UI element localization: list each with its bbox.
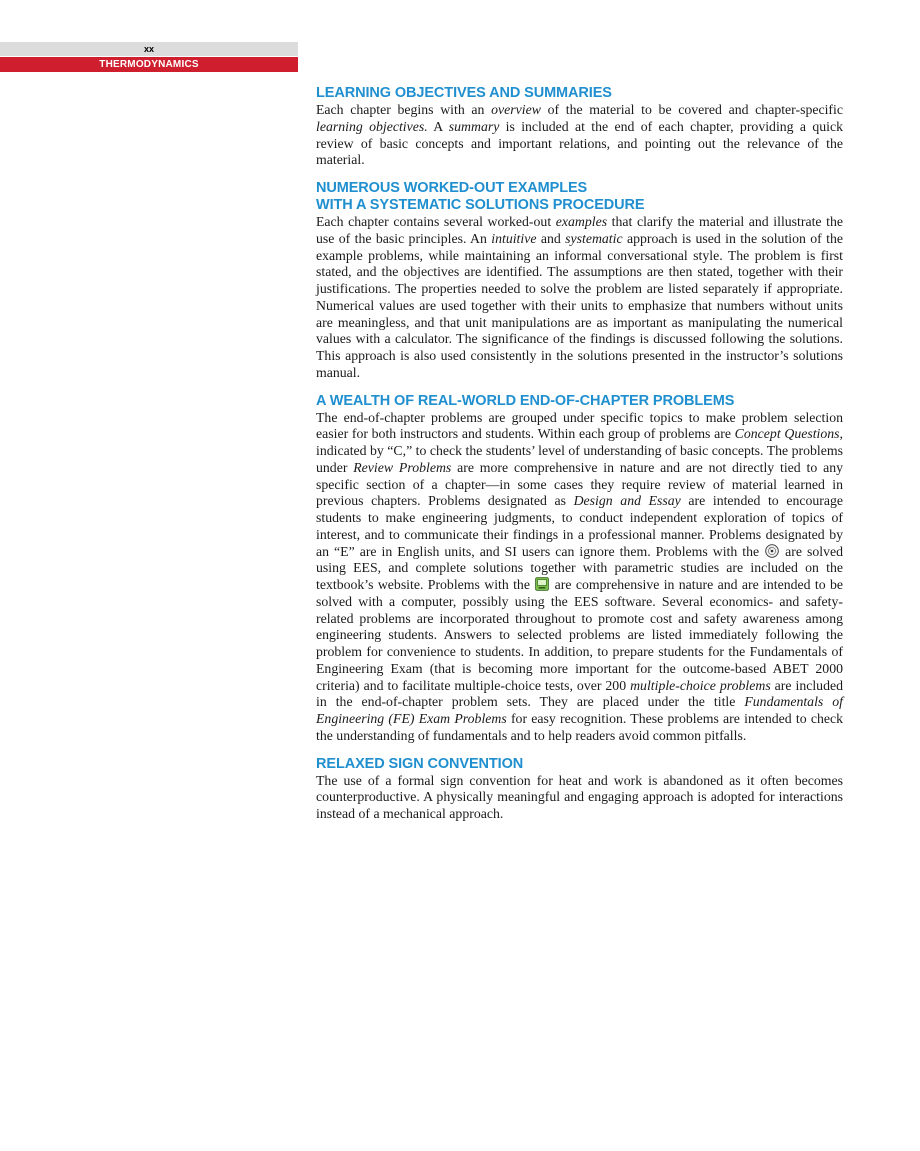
- text-run: are intended to encourage students to make engineering judgments, to conduct independent exploration of topics of interest, and to communicate their findings in a professional manner. Problems designated by an “E” are in English units, and SI users can ignore them. Problems with the: [316, 493, 844, 559]
- section-learning-objectives: [316, 85, 843, 169]
- text-run: for easy recognition. These problems are intended to check the understanding of fundamentals and to help readers avoid common pitfalls.: [316, 711, 843, 743]
- emphasized-text: intuitive: [491, 230, 537, 246]
- text-run: The use of a formal sign convention for heat and work is abandoned as it often becomes counterproductive. A physically meaningful and engaging approach is adopted for interactions instead of a mechanical approach.: [316, 772, 843, 821]
- section-heading: [316, 180, 843, 214]
- computer-icon: [535, 577, 549, 591]
- text-run: are more comprehensive in nature and are not directly tied to any specific section of a chapter—in some cases they require review of material learned in previous chapters. Problems designated as: [316, 459, 843, 509]
- emphasized-text: learning objectives.: [316, 118, 428, 134]
- running-head-title: THERMODYNAMICS: [0, 57, 298, 72]
- main-content: [316, 85, 843, 834]
- emphasized-text: overview: [491, 102, 541, 117]
- emphasized-text: Review Problems: [353, 459, 452, 475]
- text-run: A: [427, 118, 449, 134]
- text-run: are comprehensive in nature and are intended to be solved with a computer, possibly using the EES software. Several economics- and safety-related problems are incorporated throughout to promote cost and safety awareness among engineering students. Answers to selected problems are listed immediately following the problem for convenience to students. In addition, to prepare students for the Fundamentals of Engineering Exam (that is becoming more important for the outcome-based ABET 2000 criteria) and to facilitate multiple-choice tests, over 200: [316, 577, 843, 693]
- section-end-of-chapter-problems: [316, 393, 843, 745]
- text-run: that clarify the material and illustrate the use of the basic principles. An: [316, 214, 843, 246]
- emphasized-text: Concept Questions,: [734, 426, 843, 442]
- emphasized-text: Design and Essay: [573, 493, 681, 509]
- emphasized-text: summary: [448, 118, 500, 134]
- section-paragraph: [316, 410, 843, 745]
- section-worked-examples: [316, 180, 843, 382]
- section-paragraph: [316, 214, 843, 382]
- section-heading-text: A WEALTH OF REAL-WORLD END-OF-CHAPTER PROBLEMS: [316, 392, 735, 409]
- text-run: of the material to be covered and chapter-specific: [540, 102, 843, 117]
- text-run: are solved using EES, and complete solutions together with parametric studies are included on the textbook’s website. Problems with the: [316, 543, 843, 592]
- section-sign-convention: [316, 756, 843, 823]
- section-paragraph: [316, 102, 843, 169]
- emphasized-text: examples: [555, 214, 608, 229]
- text-run: is included at the end of each chapter, providing a quick review of basic concepts and important relations, and pointing out the relevance of the material.: [316, 118, 843, 168]
- section-heading: [316, 85, 843, 102]
- section-heading-line: NUMEROUS WORKED-OUT EXAMPLES: [316, 180, 588, 196]
- text-run: indicated by “C,” to check the students’ level of understanding of basic concepts. The problems under: [316, 443, 843, 475]
- text-run: The end-of-chapter problems are grouped under specific topics to make problem selection easier for both instructors and students. Within each group of problems are: [316, 409, 843, 442]
- section-heading: [316, 393, 843, 410]
- section-heading-text: LEARNING OBJECTIVES AND SUMMARIES: [316, 85, 612, 101]
- text-run: and: [536, 230, 566, 246]
- section-heading-line: WITH A SYSTEMATIC SOLUTIONS PROCEDURE: [316, 197, 645, 213]
- page-number: xx: [0, 42, 298, 56]
- ees-cd-icon: [765, 544, 779, 558]
- text-run: approach is used in the solution of the example problems, while maintaining an informal conversational style. The problem is first stated, and the objectives are identified. The assumptions are then stated, together with their justifications. The properties needed to solve the problem are listed separately if appropriate. Numerical values are used together with their units to emphasize that numbers without units are meaningless, and that unit manipulations are as important as manipulating the numerical values with a calculator. The significance of the findings is discussed following the solutions. This approach is also used consistently in the solutions presented in the instructor’s solutions manual.: [316, 230, 843, 380]
- section-paragraph: [316, 773, 843, 823]
- section-heading: [316, 756, 843, 773]
- emphasized-text: systematic: [565, 230, 623, 246]
- emphasized-text: multiple-choice problems: [630, 677, 771, 693]
- section-heading-text: RELAXED SIGN CONVENTION: [316, 755, 524, 772]
- text-run: Each chapter contains several worked-out: [316, 214, 556, 229]
- emphasized-text: Fundamentals of Engineering (FE) Exam Problems: [316, 694, 843, 726]
- text-run: are included in the end-of-chapter problem sets. They are placed under the title: [316, 677, 843, 710]
- text-run: Each chapter begins with an: [316, 102, 492, 117]
